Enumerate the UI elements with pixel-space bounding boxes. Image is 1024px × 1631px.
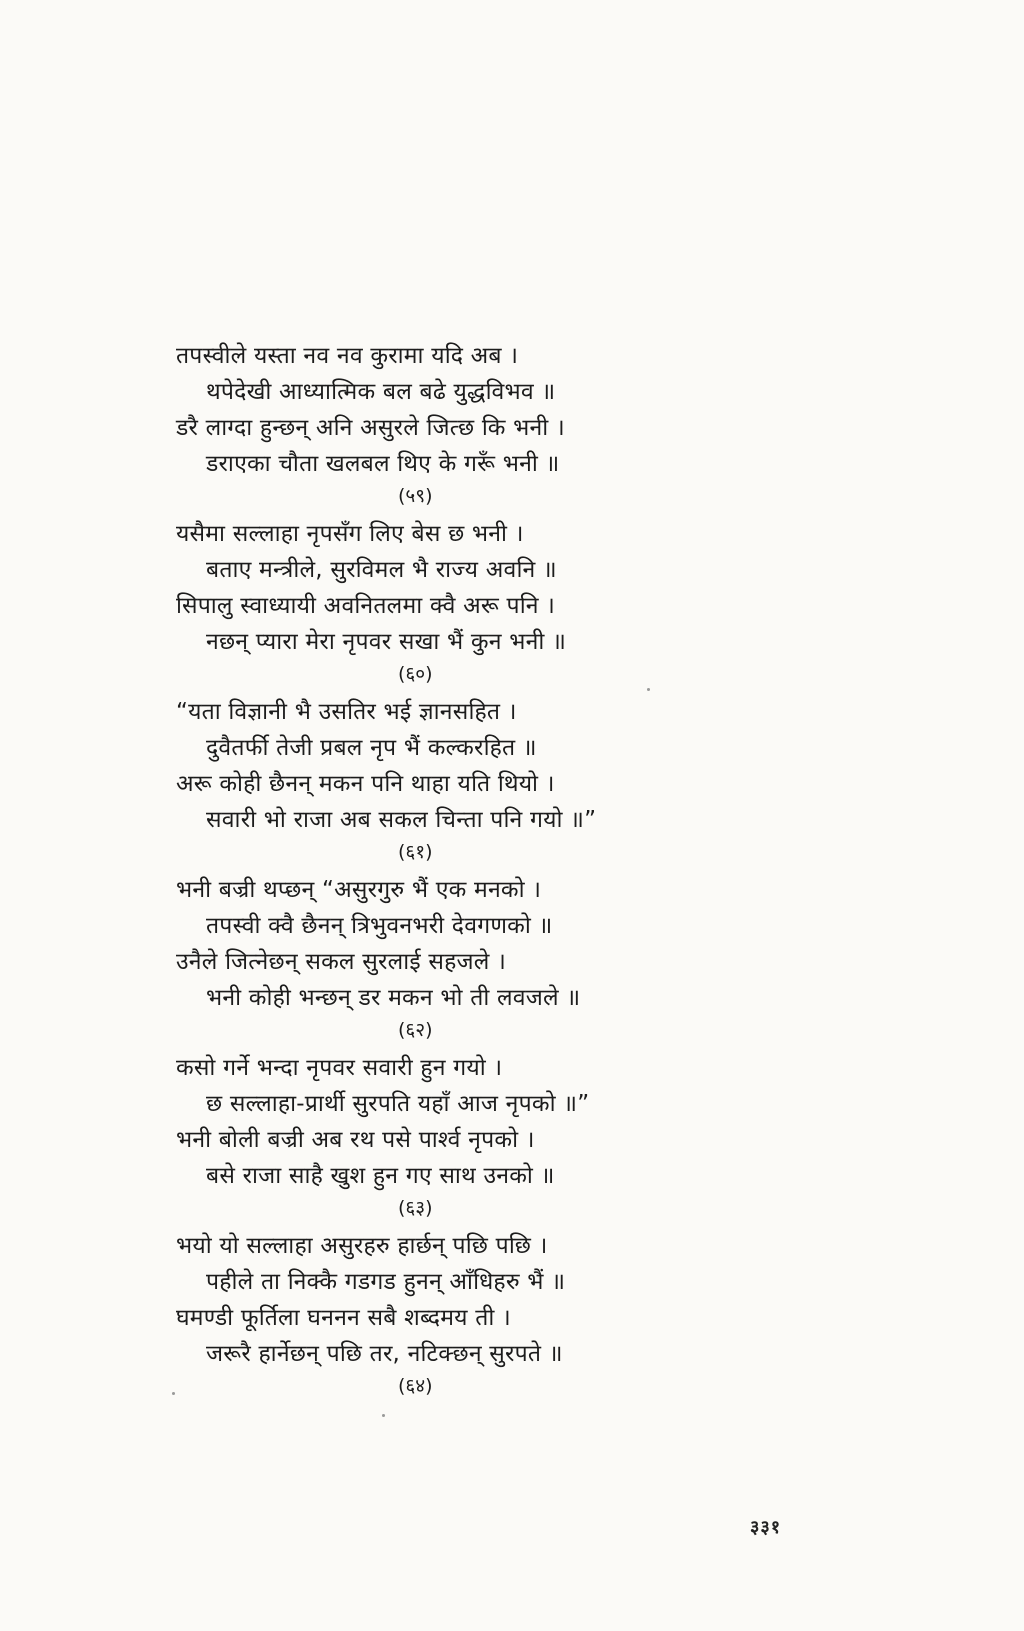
- verse-line: घमण्डी फूर्तिला घननन सबै शब्दमय ती ।: [176, 1305, 511, 1331]
- scan-speck: [172, 1392, 175, 1395]
- stanza: [176, 1228, 696, 1400]
- stanza: [176, 694, 696, 866]
- stanza: [176, 338, 696, 510]
- verse-line: कसो गर्ने भन्दा नृपवर सवारी हुन गयो ।: [176, 1055, 503, 1081]
- verse-line: यसैमा सल्लाहा नृपसँग लिए बेस छ भनी ।: [176, 521, 524, 547]
- stanza-number: (६४): [398, 1375, 433, 1397]
- verse-line: डरै लाग्दा हुन्छन् अनि असुरले जित्छ कि भनी ।: [176, 415, 565, 441]
- verse-line: उनैले जित्नेछन् सकल सुरलाई सहजले ।: [176, 949, 506, 975]
- stanza-number: (६२): [398, 1019, 433, 1041]
- scan-speck: [647, 688, 650, 691]
- stanza: [176, 1050, 696, 1222]
- verse-line: भनी बोली बज्री अब रथ पसे पार्श्व नृपको ।: [176, 1127, 535, 1153]
- stanza-number: (५९): [398, 485, 433, 507]
- verse-line: बसे राजा साहै खुश हुन गए साथ उनको ॥: [206, 1163, 555, 1189]
- verse-line: सिपालु स्वाध्यायी अवनितलमा क्वै अरू पनि ।: [176, 593, 556, 619]
- stanza-number: (६०): [398, 663, 433, 685]
- verse-line: “यता विज्ञानी भै उसतिर भई ज्ञानसहित ।: [176, 699, 517, 725]
- verse-line: दुवैतर्फी तेजी प्रबल नृप भैं कल्करहित ॥: [206, 735, 537, 761]
- verse-line: भनी बज्री थप्छन् “असुरगुरु भैं एक मनको ।: [176, 877, 542, 903]
- stanza-number: (६१): [398, 841, 433, 863]
- scan-speck: [382, 1414, 385, 1417]
- verse-line: तपस्वी क्वै छैनन् त्रिभुवनभरी देवगणको ॥: [206, 913, 553, 939]
- verse-line: डराएका चौता खलबल थिए के गरूँ भनी ॥: [206, 451, 560, 477]
- stanza: [176, 872, 696, 1044]
- verse-line: तपस्वीले यस्ता नव नव कुरामा यदि अब ।: [176, 343, 519, 369]
- poem-block: [176, 338, 696, 1406]
- verse-line: नछन् प्यारा मेरा नृपवर सखा भैं कुन भनी ॥: [206, 629, 567, 655]
- verse-line: पहीले ता निक्कै गडगड हुनन् आँधिहरु भैं ॥: [206, 1269, 566, 1295]
- verse-line: अरू कोही छैनन् मकन पनि थाहा यति थियो ।: [176, 771, 555, 797]
- verse-line: भयो यो सल्लाहा असुरहरु हार्छन् पछि पछि ।: [176, 1233, 548, 1259]
- verse-line: जरूरै हार्नेछन् पछि तर, नटिक्छन् सुरपते ॥: [206, 1341, 563, 1367]
- stanza: [176, 516, 696, 688]
- stanza-number: (६३): [398, 1197, 433, 1219]
- verse-line: छ सल्लाहा-प्रार्थी सुरपति यहाँ आज नृपको ॥”: [206, 1091, 590, 1117]
- page-number: ३३१: [750, 1517, 782, 1538]
- verse-line: सवारी भो राजा अब सकल चिन्ता पनि गयो ॥”: [206, 807, 597, 833]
- verse-line: भनी कोही भन्छन् डर मकन भो ती लवजले ॥: [206, 985, 581, 1011]
- verse-line: बताए मन्त्रीले, सुरविमल भै राज्य अवनि ॥: [206, 557, 557, 583]
- verse-line: थपेदेखी आध्यात्मिक बल बढे युद्धविभव ॥: [206, 379, 556, 405]
